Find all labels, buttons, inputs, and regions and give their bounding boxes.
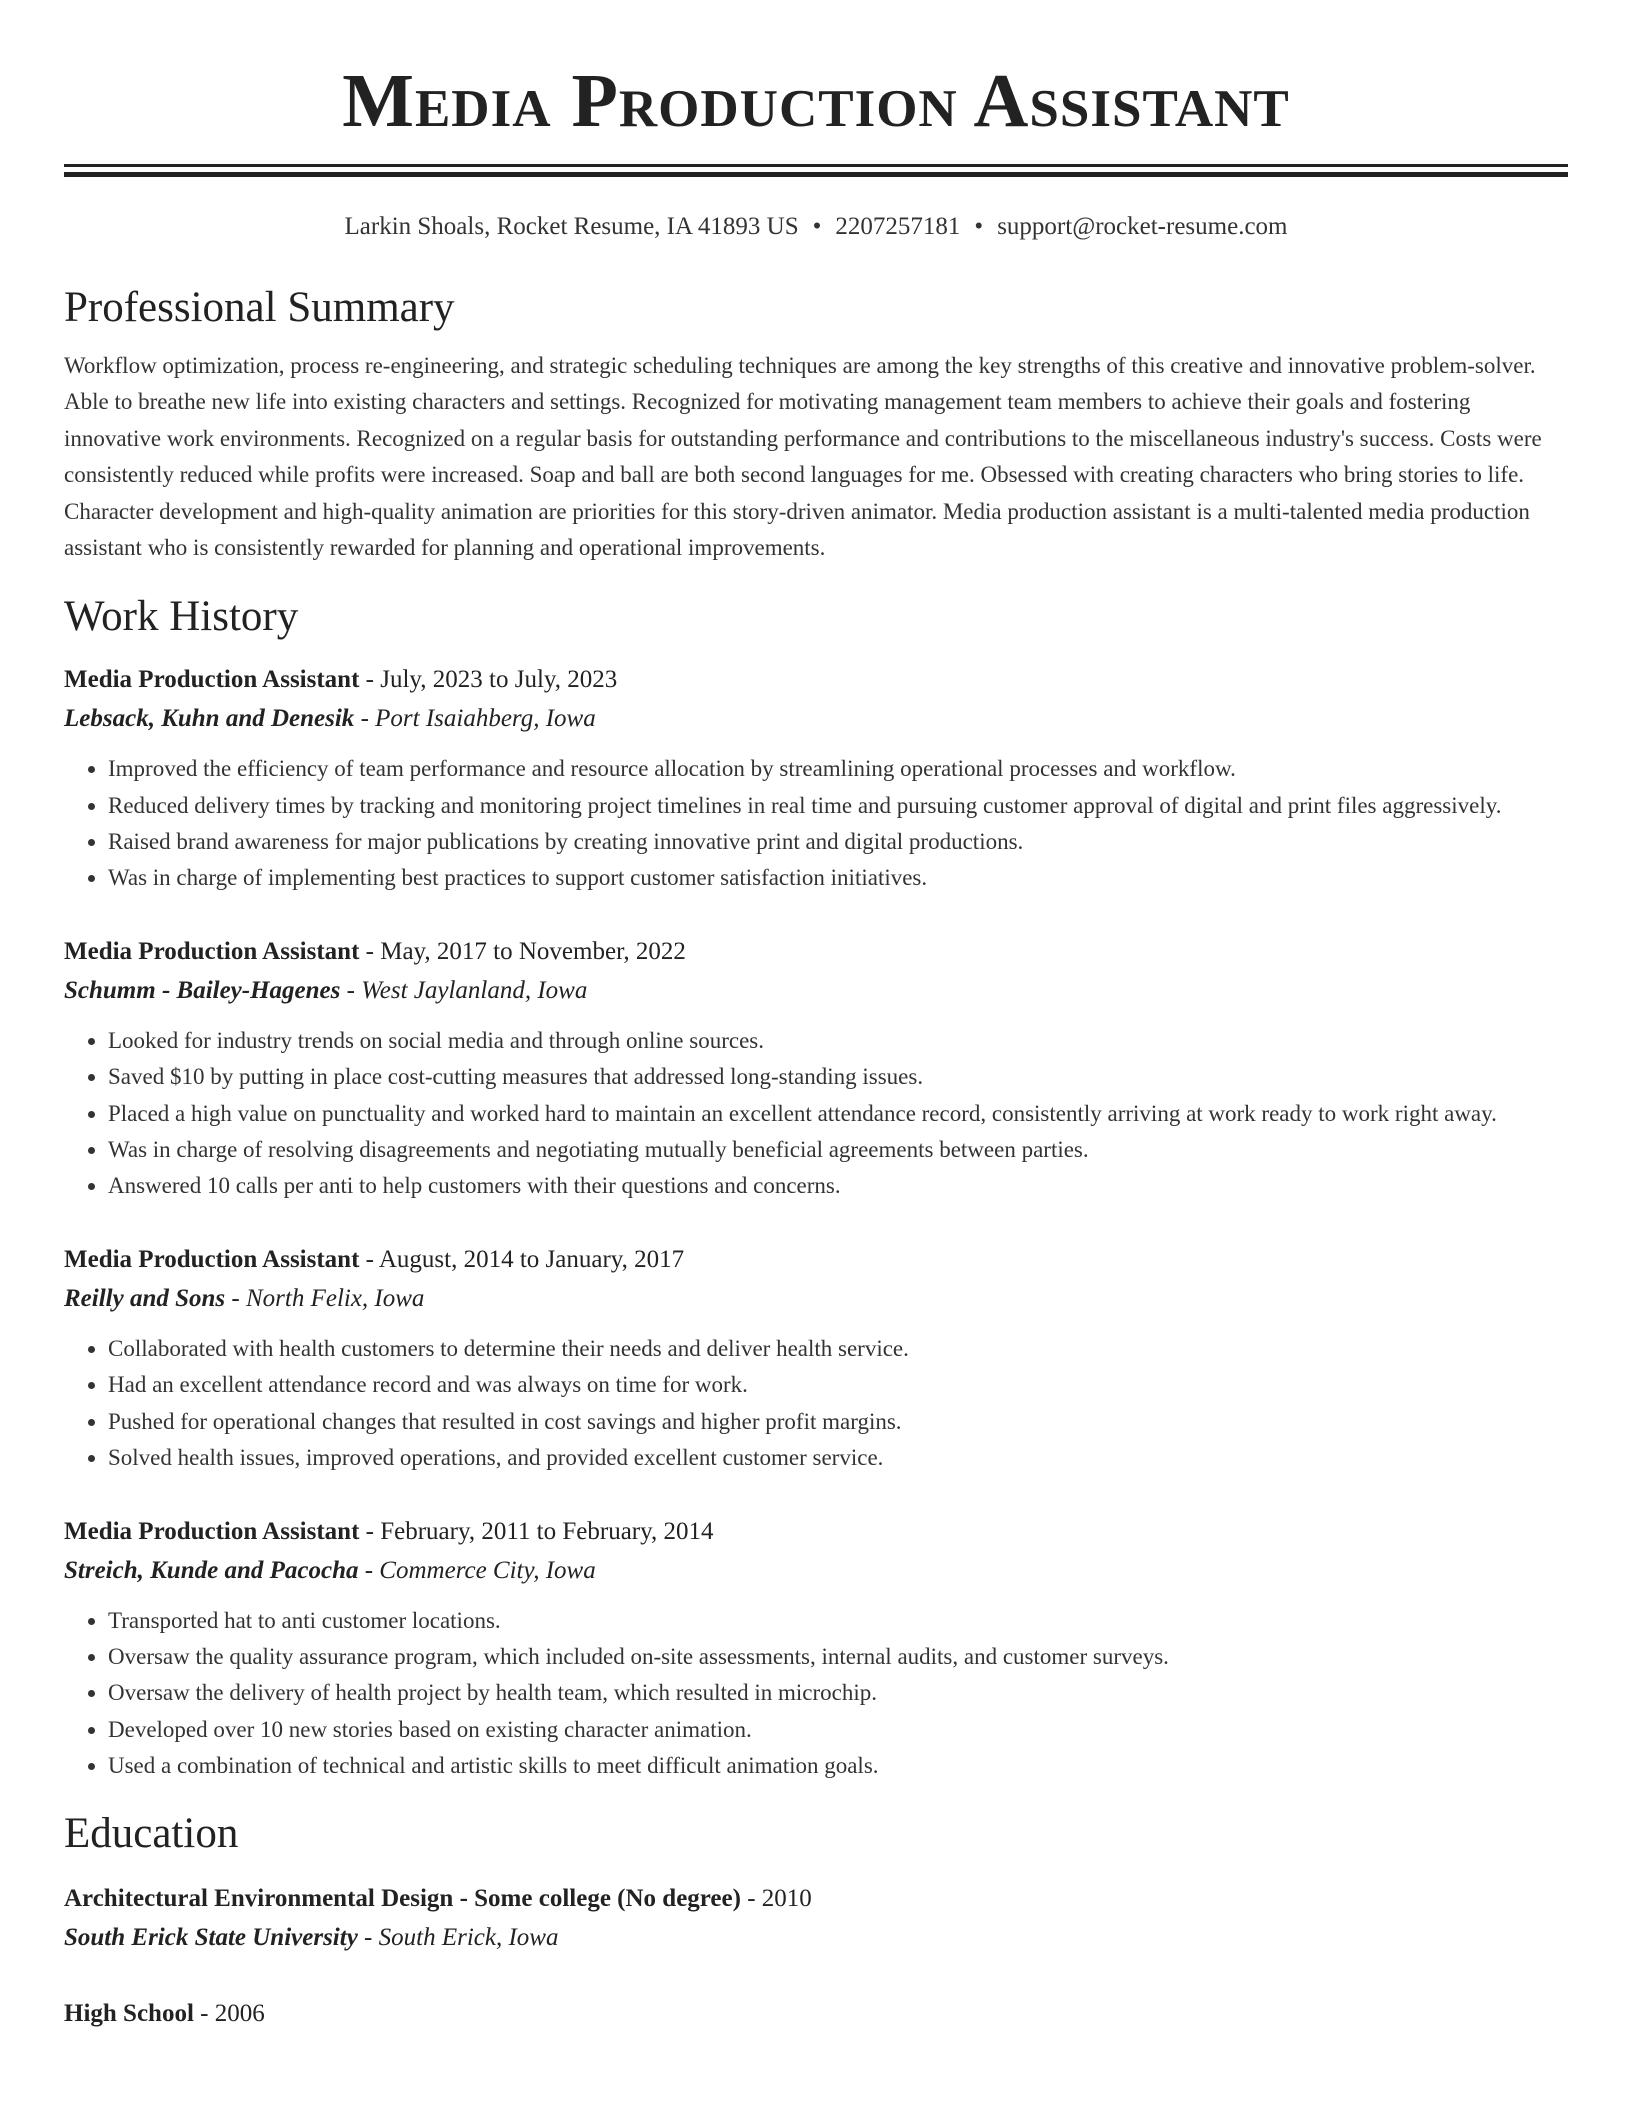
job-company: Lebsack, Kuhn and Denesik: [64, 705, 355, 733]
job-company: Streich, Kunde and Pacocha: [64, 1557, 359, 1585]
job-dates: - May, 2017 to November, 2022: [359, 938, 686, 966]
summary-text: Workflow optimization, process re-engineering, and strategic scheduling techniques are among the key strengths of this creative and innovative problem-solver. Able to breathe new life into existing characters and settings. Recognized for motivating management team members to achieve their goals and fostering innovative work environments. Recognized on a regular basis for outstanding performance and contributions to the miscellaneous industry's success. Costs were consistently reduced while profits were increased. Soap and ball are both second languages for me. Obsessed with creating characters who bring stories to life. Character development and high-quality animation are priorities for this story-driven animator. Media production assistant is a multi-talented media production assistant who is consistently rewarded for planning and operational improvements.: [64, 353, 1542, 561]
contact-phone: 2207257181: [835, 213, 961, 240]
job-heading: [64, 932, 1568, 971]
job-bullet: • Raised brand awareness for major publications by creating innovative print and digital productions.: [108, 824, 1568, 860]
job-entry: [64, 660, 1568, 896]
education-heading-line: [64, 1879, 1568, 1918]
job-bullet: • Reduced delivery times by tracking and monitoring project timelines in real time and pursuing customer approval of digital and print files aggressively.: [108, 788, 1568, 824]
job-entry: [64, 1512, 1568, 1784]
header-rule-top: [64, 164, 1568, 167]
work-history-heading: Work History: [64, 593, 299, 641]
education-school: South Erick State University: [64, 1924, 358, 1952]
job-role: Media Production Assistant: [64, 938, 360, 966]
job-bullet: • Improved the efficiency of team performance and resource allocation by streamlining operational processes and workflow.: [108, 751, 1568, 787]
contact-email: support@rocket-resume.com: [997, 213, 1288, 240]
job-bullet: • Developed over 10 new stories based on existing character animation.: [108, 1712, 1568, 1748]
header-rule-bottom: [64, 172, 1568, 177]
education-year: - 2010: [740, 1885, 812, 1913]
job-dates: - July, 2023 to July, 2023: [359, 666, 618, 694]
contact-line: [64, 211, 1568, 243]
contact-separator: •: [812, 213, 822, 240]
job-employer: [64, 1551, 1568, 1591]
job-role: Media Production Assistant: [64, 1518, 360, 1546]
job-bullet: • Looked for industry trends on social media and through online sources.: [108, 1023, 1568, 1059]
job-bullets: [64, 1023, 1568, 1204]
job-company: Reilly and Sons: [64, 1285, 226, 1313]
job-bullet: • Answered 10 calls per anti to help customers with their questions and concerns.: [108, 1168, 1568, 1204]
job-bullet: • Solved health issues, improved operations, and provided excellent customer service.: [108, 1440, 1568, 1476]
job-bullet: • Had an excellent attendance record and was always on time for work.: [108, 1367, 1568, 1403]
job-location: - Port Isaiahberg, Iowa: [354, 705, 596, 733]
job-bullet: • Saved $10 by putting in place cost-cutting measures that addressed long-standing issues.: [108, 1059, 1568, 1095]
job-bullets: [64, 751, 1568, 896]
contact-address: Larkin Shoals, Rocket Resume, IA 41893 US: [344, 213, 799, 240]
education-degree: Architectural Environmental Design - Some college (No degree): [64, 1885, 741, 1913]
education-degree: High School: [64, 2000, 194, 2028]
job-bullet: • Pushed for operational changes that resulted in cost savings and higher profit margins.: [108, 1404, 1568, 1440]
job-employer: [64, 971, 1568, 1011]
job-location: - North Felix, Iowa: [225, 1285, 425, 1313]
job-dates: - February, 2011 to February, 2014: [359, 1518, 714, 1546]
job-bullet: • Was in charge of resolving disagreements and negotiating mutually beneficial agreements between parties.: [108, 1132, 1568, 1168]
education-year: - 2006: [193, 2000, 265, 2028]
job-entry: [64, 1240, 1568, 1476]
job-role: Media Production Assistant: [64, 666, 360, 694]
job-bullets: [64, 1331, 1568, 1476]
job-bullet: • Was in charge of implementing best practices to support customer satisfaction initiatives.: [108, 860, 1568, 896]
job-location: - West Jaylanland, Iowa: [340, 977, 588, 1005]
education-heading-line: [64, 1994, 1568, 2033]
resume-name-title: Media Production Assistant: [342, 59, 1290, 143]
job-heading: [64, 1512, 1568, 1551]
job-company: Schumm - Bailey-Hagenes: [64, 977, 341, 1005]
job-bullet: • Placed a high value on punctuality and worked hard to maintain an excellent attendance record, consistently arriving at work ready to work right away.: [108, 1096, 1568, 1132]
resume-page: [64, 0, 1568, 2033]
job-heading: [64, 660, 1568, 699]
education-location: - South Erick, Iowa: [357, 1924, 559, 1952]
job-bullet: • Oversaw the delivery of health project by health team, which resulted in microchip.: [108, 1675, 1568, 1711]
job-bullet: • Used a combination of technical and artistic skills to meet difficult animation goals.: [108, 1748, 1568, 1784]
job-location: - Commerce City, Iowa: [358, 1557, 596, 1585]
contact-separator: •: [974, 213, 984, 240]
job-bullet: • Transported hat to anti customer locations.: [108, 1603, 1568, 1639]
job-heading: [64, 1240, 1568, 1279]
job-entry: [64, 932, 1568, 1204]
education-school-line: [64, 1918, 1568, 1958]
job-employer: [64, 699, 1568, 739]
job-bullet: • Oversaw the quality assurance program, which included on-site assessments, internal audits, and customer surveys.: [108, 1639, 1568, 1675]
education-heading: Education: [64, 1810, 239, 1858]
job-role: Media Production Assistant: [64, 1246, 360, 1274]
summary-heading: Professional Summary: [64, 284, 455, 331]
education-entry: [64, 1994, 1568, 2033]
job-employer: [64, 1279, 1568, 1319]
job-bullets: [64, 1603, 1568, 1784]
education-entry: [64, 1879, 1568, 1958]
job-bullet: • Collaborated with health customers to determine their needs and deliver health service.: [108, 1331, 1568, 1367]
job-dates: - August, 2014 to January, 2017: [359, 1246, 685, 1274]
